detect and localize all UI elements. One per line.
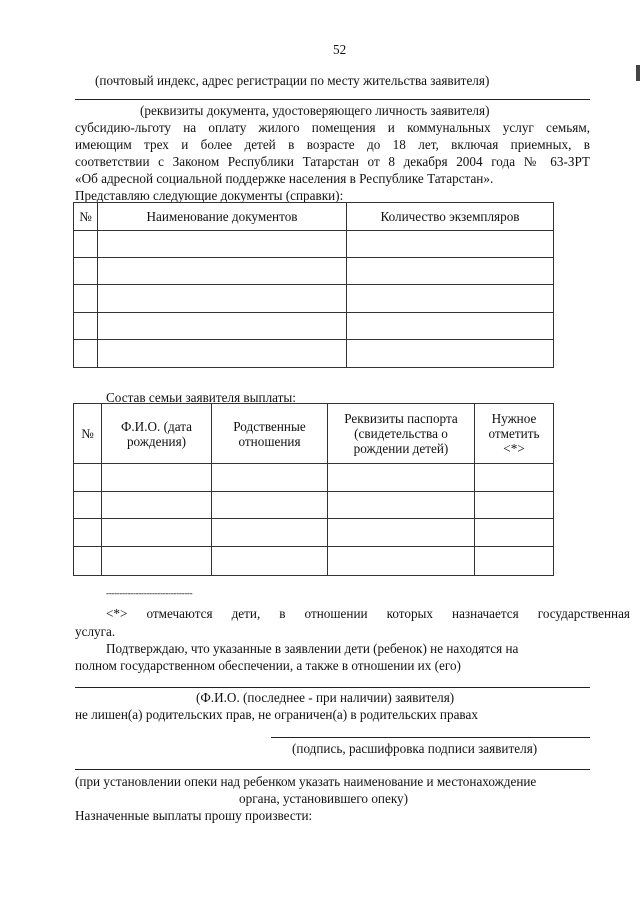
family-header-number: № — [74, 404, 102, 464]
page-number: 52 — [333, 42, 347, 57]
confirmation-line-2: полном государственном обеспечении, а также в отношении их (его) — [75, 658, 461, 673]
paragraph-line-3: соответствии с Законом Республики Татарстан от 8 декабря 2004 года № 63-ЗРТ — [75, 154, 590, 169]
footnote-line-1: <*> отмечаются дети, в отношении которых назначается государственная — [106, 606, 630, 621]
table-row — [74, 464, 554, 492]
family-header-mark: Нужное отметить <*> — [475, 404, 554, 464]
custody-caption-line-2: органа, установившего опеку) — [239, 791, 409, 806]
id-document-line — [75, 99, 590, 100]
footnote-line-2: услуга. — [75, 624, 116, 639]
applicant-fio-line — [75, 687, 590, 688]
confirmation-line-1: Подтверждаю, что указанные в заявлении дети (ребенок) не находятся на — [106, 641, 519, 656]
family-intro: Состав семьи заявителя выплаты: — [106, 390, 296, 405]
scan-edge-mark — [636, 65, 640, 81]
footnote-separator: -------------------------------- — [106, 588, 193, 598]
custody-line — [75, 769, 590, 770]
table-row — [74, 519, 554, 547]
paragraph-line-4: «Об адресной социальной поддержке населения в Республике Татарстан». — [75, 171, 494, 186]
custody-caption-line-1: (при установлении опеки над ребенком указать наименование и местонахождение — [75, 774, 537, 789]
docs-header-count: Количество экземпляров — [347, 203, 554, 231]
payment-request: Назначенные выплаты прошу произвести: — [75, 808, 313, 823]
family-header-fio: Ф.И.О. (дата рождения) — [102, 404, 212, 464]
paragraph-line-1: субсидию-льготу на оплату жилого помещения и коммунальных услуг семьям, — [75, 120, 590, 135]
signature-caption: (подпись, расшифровка подписи заявителя) — [292, 741, 538, 756]
family-table — [73, 403, 554, 576]
table-row — [74, 547, 554, 576]
table-row — [74, 340, 554, 368]
table-row — [74, 285, 554, 313]
family-header-passport: Реквизиты паспорта (свидетельства о рождении детей) — [328, 404, 475, 464]
documents-table — [73, 202, 554, 368]
documents-intro: Представляю следующие документы (справки): — [75, 188, 344, 203]
docs-header-number: № — [74, 203, 98, 231]
postal-address-caption: (почтовый индекс, адрес регистрации по месту жительства заявителя) — [95, 73, 490, 88]
docs-header-name: Наименование документов — [98, 203, 347, 231]
table-row — [74, 313, 554, 340]
paragraph-line-2: имеющим трех и более детей в возрасте до 18 лет, включая приемных, в — [75, 137, 590, 152]
family-header-relation: Родственные отношения — [212, 404, 328, 464]
signature-line — [271, 737, 590, 738]
applicant-fio-caption: (Ф.И.О. (последнее - при наличии) заявителя) — [196, 690, 455, 705]
table-row — [74, 231, 554, 258]
table-row — [74, 258, 554, 285]
id-document-caption: (реквизиты документа, удостоверяющего личность заявителя) — [140, 103, 490, 118]
parental-rights-statement: не лишен(а) родительских прав, не ограничен(а) в родительских правах — [75, 707, 478, 722]
table-row — [74, 492, 554, 519]
